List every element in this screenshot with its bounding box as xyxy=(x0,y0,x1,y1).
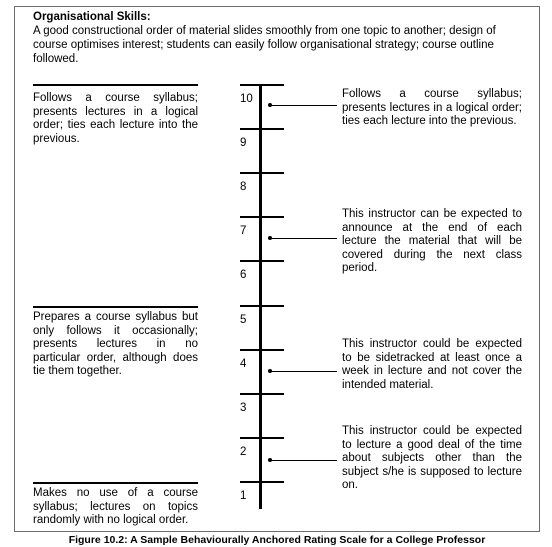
scale-value-6: 6 xyxy=(240,269,247,281)
scale-tick xyxy=(240,393,284,395)
scale-value-3: 3 xyxy=(240,402,247,414)
anchor-low: Makes no use of a course syllabus; lectures on topics randomly with no logical order. xyxy=(33,487,198,527)
scale-tick xyxy=(240,305,284,307)
section-heading: Organisational Skills: xyxy=(33,11,151,23)
figure-caption: Figure 10.2: A Sample Behaviourally Anchored Rating Scale for a College Professor xyxy=(68,534,486,546)
scale-value-2: 2 xyxy=(240,446,247,458)
anchor-rule-high xyxy=(33,84,198,86)
marker-line xyxy=(271,460,337,461)
anchor-rule-mid xyxy=(33,306,198,308)
scale-tick xyxy=(240,349,284,351)
scale-tick xyxy=(240,481,284,483)
scale-value-10: 10 xyxy=(240,93,253,105)
anchor-high: Follows a course syllabus; presents lectures in a logical order; ties each lecture into the previous. xyxy=(33,92,198,145)
anchor-mid: Prepares a course syllabus but only follows it occasionally; presents lectures in no particular order, although does tie them together. xyxy=(33,311,198,378)
scale-value-7: 7 xyxy=(240,225,247,237)
section-description: A good constructional order of material slides smoothly from one topic to another; design of course optimises interest; students can easily follow organisational strategy; course outline followed. xyxy=(33,25,496,65)
marker-line xyxy=(271,105,337,106)
scale-value-1: 1 xyxy=(240,490,247,502)
scale-tick xyxy=(240,437,284,439)
behavior-4: This instructor could be expected to be sidetracked at least once a week in lecture and not cover the intended material. xyxy=(342,338,522,391)
scale-value-9: 9 xyxy=(240,137,247,149)
anchor-rule-low xyxy=(33,482,198,484)
marker-line xyxy=(271,371,337,372)
scale-tick xyxy=(240,172,284,174)
scale-value-4: 4 xyxy=(240,358,247,370)
marker-line xyxy=(271,238,337,239)
scale-axis xyxy=(259,84,262,509)
scale-tick xyxy=(240,216,284,218)
behavior-2: This instructor could be expected to lecture a good deal of the time about subjects other than the subject s/he is supposed to lecture on. xyxy=(342,425,522,492)
scale-tick xyxy=(240,128,284,130)
scale-value-8: 8 xyxy=(240,181,247,193)
behavior-10: Follows a course syllabus; presents lectures in a logical order; ties each lecture into the previous. xyxy=(342,88,522,128)
behavior-7: This instructor can be expected to announce at the end of each lecture the material that will be covered during the next class period. xyxy=(342,208,522,275)
scale-tick xyxy=(240,84,284,86)
scale-tick xyxy=(240,260,284,262)
scale-value-5: 5 xyxy=(240,314,247,326)
